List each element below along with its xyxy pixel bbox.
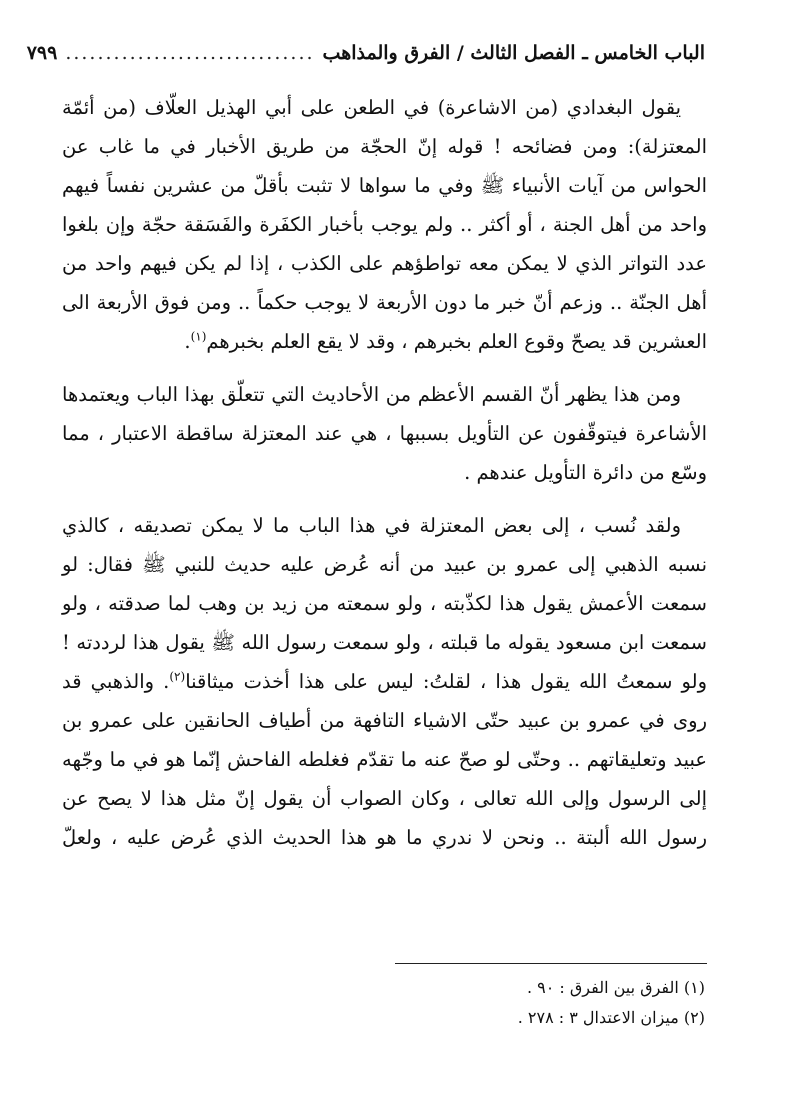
page-number: ٧٩٩ (26, 42, 58, 64)
paragraph-amr-ibn-ubaid (62, 506, 707, 857)
paragraph-baghdadi-quote (62, 88, 707, 361)
paragraph-text: ولقد نُسب ، إلى بعض المعتزلة في هذا الباب ما لا يمكن تصديقه ، كالذي نسبه الذهبي إلى عمرو بن عبيد من أنه عُرض عليه حديث للنبي ﷺ فقال: لو سمعت الأعمش يقول هذا لكذّبته ، ولو سمعته من زيد بن وهب لما صدقته ، ولو سمعت ابن مسعود يقوله ما قبلته ، ولو سمعت رسول الله ﷺ يقول هذا لرددته ! ولو سمعتُ الله يقول هذا ، لقلتُ: ليس على هذا أخذت ميثاقنا (62, 514, 707, 693)
running-head (26, 30, 705, 65)
footnotes (62, 973, 705, 1033)
footnote-ref-2: (٢) (169, 669, 186, 684)
paragraph-end-mark: . (184, 330, 191, 353)
leader-dots: ............................... (65, 42, 315, 64)
footnote-2: (٢) ميزان الاعتدال ٣ : ٢٧٨ . (517, 1008, 705, 1027)
footnote-1: (١) الفرق بين الفرق : ٩٠ . (526, 978, 705, 997)
footnote-ref-1: (١) (190, 329, 207, 344)
footnote-separator (395, 963, 707, 964)
paragraph-text-continued: . والذهبي قد روى في عمرو بن عبيد حتّى الاشياء التافهة من أطياف الحانقين على عمرو بن عبيد وتعليقاتهم .. وحتّى لو صحّ عنه ما تقدّم فغلطه الفاحش إنّما هو في ما وجّهه إلى الرسول وإلى الله تعالى ، وكان الصواب أن يقول إنّ مثل هذا لا يصح عن رسول الله ألبتة .. ونحن لا ندري ما هو هذا الحديث الذي عُرض عليه ، ولعلّ (62, 670, 707, 849)
paragraph-text: ومن هذا يظهر أنّ القسم الأعظم من الأحاديث التي تتعلّق بهذا الباب ويعتمدها الأشاعرة فيتوقّفون عن التأويل بسببها ، هي عند المعتزلة ساقطة الاعتبار ، مما وسّع من دائرة التأويل عندهم . (62, 383, 707, 484)
body-text (62, 88, 707, 871)
paragraph-ashaira-conclusion (62, 375, 707, 492)
chapter-title: الباب الخامس ـ الفصل الثالث / الفرق والمذاهب (322, 42, 705, 64)
paragraph-text: يقول البغدادي (من الاشاعرة) في الطعن على أبي الهذيل العلّاف (من أئمّة المعتزلة): ومن فضائحه ! قوله إنّ الحجّة من طريق الأخبار في ما غاب عن الحواس من آيات الأنبياء ﷺ وفي ما سواها لا تثبت بأقلّ من عشرين نفساً فيهم واحد من أهل الجنة ، أو أكثر .. ولم يوجب بأخبار الكفَرة والفَسَقة حجّة وإن بلغوا عدد التواتر الذي لا يمكن معه تواطؤهم على الكذب ، إذا لم يكن فيهم واحد من أهل الجنّة .. وزعم أنّ خبر ما دون الأربعة لا يوجب حكماً .. ومن فوق الأربعة الى العشرين قد يصحّ وقوع العلم بخبرهم ، وقد لا يقع العلم بخبرهم (62, 96, 707, 353)
